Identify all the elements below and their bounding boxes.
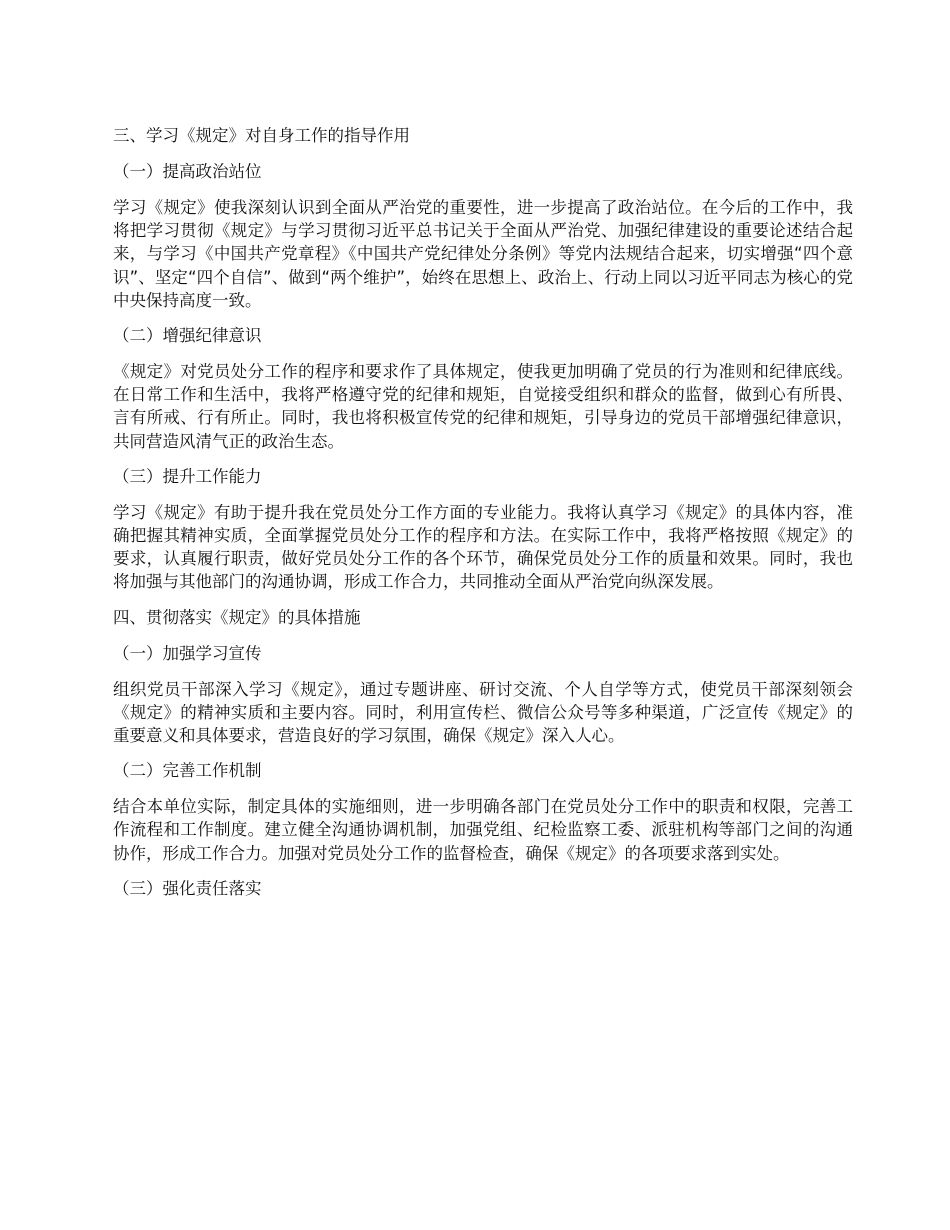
section-3-1-body: 学习《规定》使我深刻认识到全面从严治党的重要性，进一步提高了政治站位。在今后的工作中，我将把学习贯彻《规定》与学习贯彻习近平总书记关于全面从严治党、加强纪律建设的重要论述结合起来，与学习《中国共产党章程》《中国共产党纪律处分条例》等党内法规结合起来，切实增强“四个意识”、坚定“四个自信”、做到“两个维护”，始终在思想上、政治上、行动上同以习近平同志为核心的党中央保持高度一致。	[113, 198, 853, 310]
section-4-1-title: （一）加强学习宣传	[113, 643, 262, 663]
section-4-2-body: 结合本单位实际，制定具体的实施细则，进一步明确各部门在党员处分工作中的职责和权限，完善工作流程和工作制度。建立健全沟通协调机制，加强党组、纪检监察工委、派驻机构等部门之间的沟通协作，形成工作合力。加强对党员处分工作的监督检查，确保《规定》的各项要求落到实处。	[113, 797, 853, 863]
section-4-1-body: 组织党员干部深入学习《规定》，通过专题讲座、研讨交流、个人自学等方式，使党员干部深刻领会《规定》的精神实质和主要内容。同时，利用宣传栏、微信公众号等多种渠道，广泛宣传《规定》的重要意义和具体要求，营造良好的学习氛围，确保《规定》深入人心。	[113, 679, 853, 746]
section-3-2-title: （二）增强纪律意识	[113, 326, 262, 346]
section-3-1-title: （一）提高政治站位	[113, 162, 262, 181]
section-4-3-title: （三）强化责任落实	[113, 878, 262, 898]
section-4-2-title: （二）完善工作机制	[113, 761, 262, 781]
section-3-title: 三、学习《规定》对自身工作的指导作用	[113, 126, 410, 145]
section-3-3-body: 学习《规定》有助于提升我在党员处分工作方面的专业能力。我将认真学习《规定》的具体内容，准确把握其精神实质，全面掌握党员处分工作的程序和方法。在实际工作中，我将严格按照《规定》的要求，认真履行职责，做好党员处分工作的各个环节，确保党员处分工作的质量和效果。同时，我也将加强与其他部门的沟通协调，形成工作合力，共同推动全面从严治党向纵深发展。	[113, 502, 853, 592]
section-3-2-body: 《规定》对党员处分工作的程序和要求作了具体规定，使我更加明确了党员的行为准则和纪律底线。在日常工作和生活中，我将严格遵守党的纪律和规矩，自觉接受组织和群众的监督，做到心有所畏、言有所戒、行有所止。同时，我也将积极宣传党的纪律和规矩，引导身边的党员干部增强纪律意识，共同营造风清气正的政治生态。	[113, 362, 853, 451]
section-3-3-title: （三）提升工作能力	[113, 466, 262, 486]
section-4-title: 四、贯彻落实《规定》的具体措施	[113, 607, 361, 627]
document-body	[113, 124, 853, 913]
